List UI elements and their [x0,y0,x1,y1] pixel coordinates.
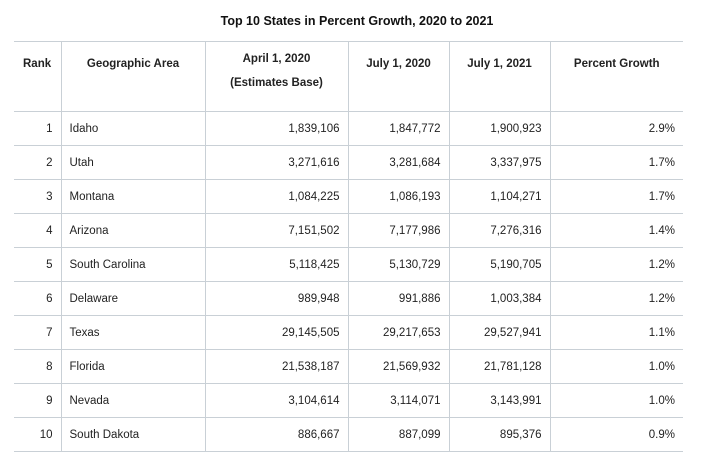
area-cell: Florida [61,350,205,384]
july-2020-cell: 21,569,932 [348,350,449,384]
july-2021-cell: 895,376 [449,418,550,452]
july-2021-cell: 1,003,384 [449,282,550,316]
table-row [14,214,683,248]
july-2020-cell: 991,886 [348,282,449,316]
table-row [14,248,683,282]
rank-cell: 4 [14,214,61,248]
july-2021-cell: 1,900,923 [449,112,550,146]
table-title: Top 10 States in Percent Growth, 2020 to 2021 [220,14,494,28]
percent-growth-cell: 2.9% [550,112,683,146]
july-2020-cell: 1,847,772 [348,112,449,146]
percent-growth-cell: 0.9% [550,418,683,452]
percent-growth-cell: 1.0% [550,350,683,384]
percent-growth-cell: 1.2% [550,248,683,282]
area-cell: South Dakota [61,418,205,452]
july-2021-cell: 1,104,271 [449,180,550,214]
area-cell: Delaware [61,282,205,316]
table-row [14,146,683,180]
april-2020-cell: 886,667 [205,418,348,452]
july-2020-cell: 1,086,193 [348,180,449,214]
table-row [14,282,683,316]
column-header-april-line2: (Estimates Base) [230,77,323,89]
rank-cell: 3 [14,180,61,214]
july-2020-cell: 7,177,986 [348,214,449,248]
table-row [14,316,683,350]
rank-cell: 2 [14,146,61,180]
percent-growth-cell: 1.7% [550,146,683,180]
rank-cell: 7 [14,316,61,350]
area-cell: Utah [61,146,205,180]
percent-growth-cell: 1.2% [550,282,683,316]
table-row [14,112,683,146]
july-2021-cell: 5,190,705 [449,248,550,282]
table-row [14,350,683,384]
area-cell: Montana [61,180,205,214]
july-2021-cell: 3,143,991 [449,384,550,418]
july-2020-cell: 3,114,071 [348,384,449,418]
rank-cell: 1 [14,112,61,146]
percent-growth-cell: 1.4% [550,214,683,248]
column-header-percent-growth: Percent Growth [550,42,683,112]
area-cell: Nevada [61,384,205,418]
april-2020-cell: 21,538,187 [205,350,348,384]
percent-growth-cell: 1.0% [550,384,683,418]
area-cell: Idaho [61,112,205,146]
july-2021-cell: 29,527,941 [449,316,550,350]
column-header-july-2020: July 1, 2020 [348,42,449,112]
rank-cell: 6 [14,282,61,316]
growth-table [14,41,683,452]
april-2020-cell: 1,084,225 [205,180,348,214]
rank-cell: 8 [14,350,61,384]
header-row [14,42,683,112]
rank-cell: 10 [14,418,61,452]
table-row [14,180,683,214]
april-2020-cell: 29,145,505 [205,316,348,350]
column-header-july-2021: July 1, 2021 [449,42,550,112]
april-2020-cell: 3,271,616 [205,146,348,180]
july-2021-cell: 3,337,975 [449,146,550,180]
july-2020-cell: 29,217,653 [348,316,449,350]
april-2020-cell: 989,948 [205,282,348,316]
table-row [14,384,683,418]
rank-cell: 9 [14,384,61,418]
april-2020-cell: 3,104,614 [205,384,348,418]
area-cell: South Carolina [61,248,205,282]
july-2020-cell: 5,130,729 [348,248,449,282]
percent-growth-cell: 1.7% [550,180,683,214]
july-2021-cell: 21,781,128 [449,350,550,384]
table-row [14,418,683,452]
column-header-geographic-area: Geographic Area [61,42,205,112]
july-2020-cell: 887,099 [348,418,449,452]
area-cell: Arizona [61,214,205,248]
april-2020-cell: 1,839,106 [205,112,348,146]
percent-growth-cell: 1.1% [550,316,683,350]
column-header-rank: Rank [14,42,61,112]
july-2020-cell: 3,281,684 [348,146,449,180]
april-2020-cell: 5,118,425 [205,248,348,282]
column-header-april-2020 [205,42,348,112]
july-2021-cell: 7,276,316 [449,214,550,248]
column-header-april-line1: April 1, 2020 [242,53,311,65]
rank-cell: 5 [14,248,61,282]
area-cell: Texas [61,316,205,350]
april-2020-cell: 7,151,502 [205,214,348,248]
